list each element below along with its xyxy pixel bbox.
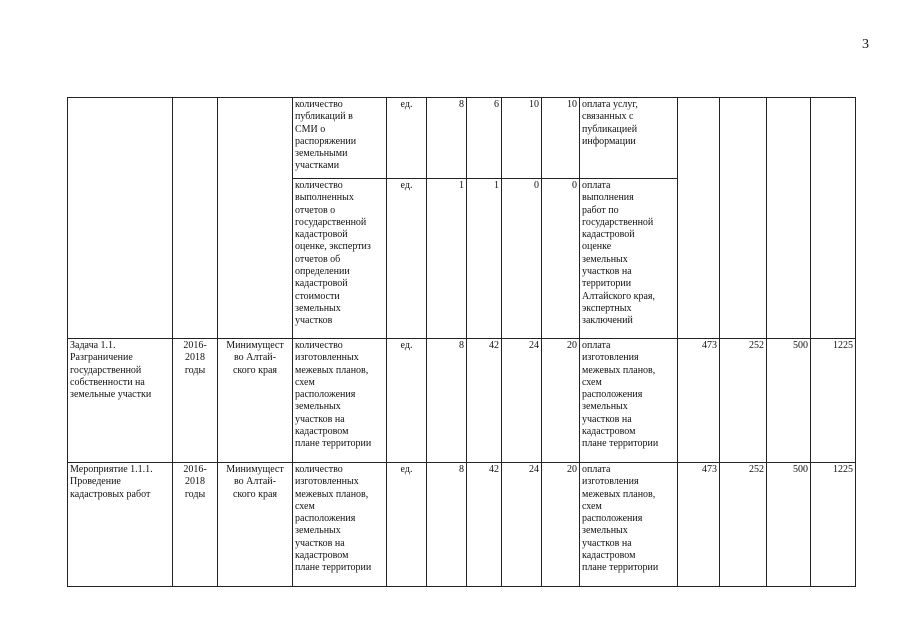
unit-cell: ед. (387, 179, 427, 339)
value-cell: 8 (427, 339, 467, 463)
funding-cell: 252 (720, 463, 767, 587)
empty-cell (811, 98, 856, 339)
empty-cell (173, 98, 218, 339)
value-cell: 10 (502, 98, 542, 179)
executor-cell: Минимущест во Алтай- ского края (218, 463, 293, 587)
value-cell: 0 (502, 179, 542, 339)
funding-cell: 500 (767, 463, 811, 587)
value-cell: 24 (502, 339, 542, 463)
value-cell: 42 (467, 463, 502, 587)
task-name-cell: Задача 1.1. Разграничение государственной собственности на земельные участки (68, 339, 173, 463)
period-cell: 2016- 2018 годы (173, 463, 218, 587)
empty-cell (678, 98, 720, 339)
indicator-cell: количество публикаций в СМИ о распоряжении земельными участками (293, 98, 387, 179)
indicator-cell: количество изготовленных межевых планов, схем расположения земельных участков на кадастровом плане территории (293, 339, 387, 463)
period-cell: 2016- 2018 годы (173, 339, 218, 463)
empty-cell (218, 98, 293, 339)
funding-cell: 252 (720, 339, 767, 463)
unit-cell: ед. (387, 98, 427, 179)
value-cell: 20 (542, 339, 580, 463)
empty-cell (68, 98, 173, 339)
funding-cell: 500 (767, 339, 811, 463)
expense-cell: оплата услуг, связанных с публикацией информации (580, 98, 678, 179)
value-cell: 1 (467, 179, 502, 339)
task-name-cell: Мероприятие 1.1.1. Проведение кадастровых работ (68, 463, 173, 587)
value-cell: 10 (542, 98, 580, 179)
indicator-cell: количество выполненных отчетов о государственной кадастровой оценке, экспертиз отчетов об определении кадастровой стоимости земельных участков (293, 179, 387, 339)
empty-cell (767, 98, 811, 339)
unit-cell: ед. (387, 339, 427, 463)
program-table (67, 97, 856, 587)
value-cell: 8 (427, 463, 467, 587)
table-row (68, 98, 856, 179)
value-cell: 0 (542, 179, 580, 339)
empty-cell (720, 98, 767, 339)
expense-cell: оплата изготовления межевых планов, схем расположения земельных участков на кадастровом плане территории (580, 339, 678, 463)
value-cell: 1 (427, 179, 467, 339)
value-cell: 6 (467, 98, 502, 179)
expense-cell: оплата выполнения работ по государственной кадастровой оценке земельных участков на территории Алтайского края, экспертных заключений (580, 179, 678, 339)
indicator-cell: количество изготовленных межевых планов, схем расположения земельных участков на кадастровом плане территории (293, 463, 387, 587)
unit-cell: ед. (387, 463, 427, 587)
table-row (68, 463, 856, 587)
expense-cell: оплата изготовления межевых планов, схем расположения земельных участков на кадастровом плане территории (580, 463, 678, 587)
executor-cell: Минимущест во Алтай- ского края (218, 339, 293, 463)
funding-cell: 1225 (811, 463, 856, 587)
page-number: 3 (862, 37, 869, 52)
funding-cell: 473 (678, 339, 720, 463)
value-cell: 24 (502, 463, 542, 587)
value-cell: 42 (467, 339, 502, 463)
value-cell: 20 (542, 463, 580, 587)
value-cell: 8 (427, 98, 467, 179)
funding-cell: 1225 (811, 339, 856, 463)
funding-cell: 473 (678, 463, 720, 587)
table-row (68, 339, 856, 463)
